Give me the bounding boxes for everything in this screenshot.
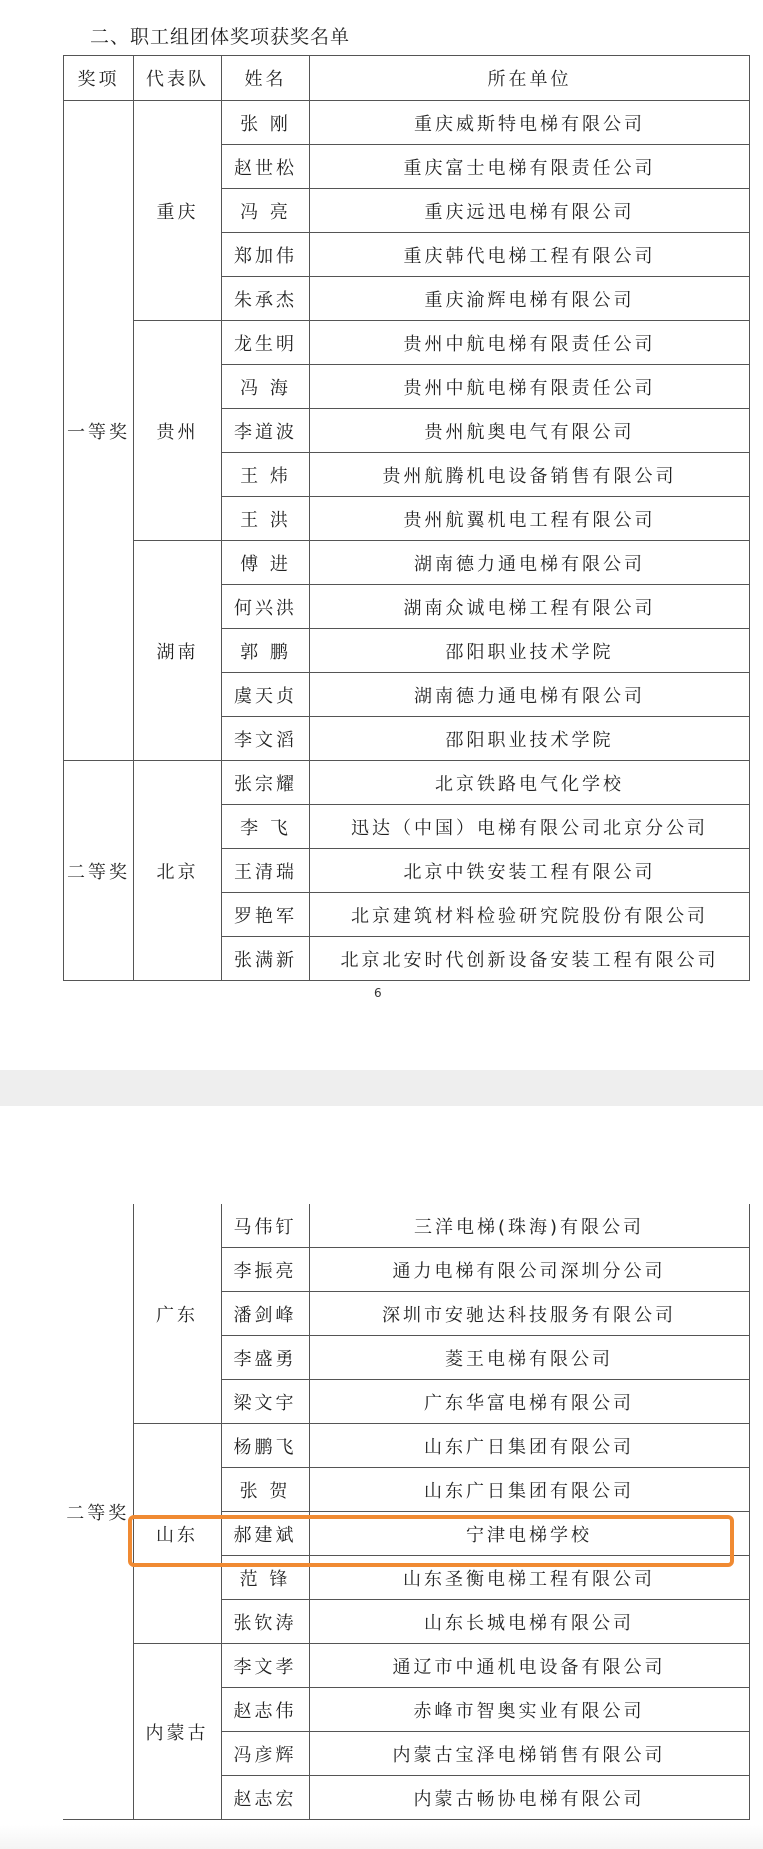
unit-cell: 重庆渝辉电梯有限公司 xyxy=(310,277,750,321)
unit-cell: 湖南德力通电梯有限公司 xyxy=(310,673,750,717)
name-cell: 范 锋 xyxy=(221,1556,309,1600)
name-cell: 张 刚 xyxy=(222,101,310,145)
document-page-2 xyxy=(0,1106,763,1849)
table-row xyxy=(64,541,750,585)
unit-cell: 贵州中航电梯有限责任公司 xyxy=(310,321,750,365)
unit-cell: 山东圣衡电梯工程有限公司 xyxy=(309,1556,749,1600)
team-cell: 贵州 xyxy=(134,321,222,541)
unit-cell: 内蒙古宝泽电梯销售有限公司 xyxy=(309,1732,749,1776)
unit-cell: 北京中铁安装工程有限公司 xyxy=(310,849,750,893)
page-gap xyxy=(0,1070,763,1106)
unit-cell: 重庆韩代电梯工程有限公司 xyxy=(310,233,750,277)
unit-cell: 宁津电梯学校 xyxy=(309,1512,749,1556)
name-cell: 郝建斌 xyxy=(221,1512,309,1556)
unit-cell: 通辽市中通机电设备有限公司 xyxy=(309,1644,749,1688)
unit-cell: 山东广日集团有限公司 xyxy=(309,1468,749,1512)
unit-cell: 邵阳职业技术学院 xyxy=(310,629,750,673)
unit-cell: 深圳市安驰达科技服务有限公司 xyxy=(309,1292,749,1336)
header-name: 姓名 xyxy=(222,56,310,101)
name-cell: 李道波 xyxy=(222,409,310,453)
page-number: 6 xyxy=(374,986,382,1000)
unit-cell: 重庆远迅电梯有限公司 xyxy=(310,189,750,233)
unit-cell: 重庆威斯特电梯有限公司 xyxy=(310,101,750,145)
name-cell: 虞天贞 xyxy=(222,673,310,717)
name-cell: 李振亮 xyxy=(221,1248,309,1292)
awards-table-page-2 xyxy=(63,1204,750,1820)
section-title: 二、职工组团体奖项获奖名单 xyxy=(90,26,351,48)
unit-cell: 赤峰市智奥实业有限公司 xyxy=(309,1688,749,1732)
unit-cell: 山东广日集团有限公司 xyxy=(309,1424,749,1468)
team-cell: 山东 xyxy=(133,1424,221,1644)
unit-cell: 邵阳职业技术学院 xyxy=(310,717,750,761)
unit-cell: 北京铁路电气化学校 xyxy=(310,761,750,805)
bottom-fade xyxy=(0,1825,763,1849)
unit-cell: 山东长城电梯有限公司 xyxy=(309,1600,749,1644)
unit-cell: 三洋电梯(珠海)有限公司 xyxy=(309,1204,749,1248)
name-cell: 张 贺 xyxy=(221,1468,309,1512)
name-cell: 冯 海 xyxy=(222,365,310,409)
unit-cell: 广东华富电梯有限公司 xyxy=(309,1380,749,1424)
name-cell: 李盛勇 xyxy=(221,1336,309,1380)
table-row xyxy=(63,1424,749,1468)
name-cell: 李文孝 xyxy=(221,1644,309,1688)
unit-cell: 内蒙古畅协电梯有限公司 xyxy=(309,1776,749,1820)
table-row xyxy=(63,1204,749,1248)
name-cell: 马伟钉 xyxy=(221,1204,309,1248)
table-row xyxy=(64,101,750,145)
unit-cell: 贵州航腾机电设备销售有限公司 xyxy=(310,453,750,497)
highlight-box xyxy=(128,1515,734,1567)
name-cell: 何兴洪 xyxy=(222,585,310,629)
name-cell: 张宗耀 xyxy=(222,761,310,805)
unit-cell: 重庆富士电梯有限责任公司 xyxy=(310,145,750,189)
name-cell: 杨鹏飞 xyxy=(221,1424,309,1468)
name-cell: 张钦涛 xyxy=(221,1600,309,1644)
name-cell: 冯彦辉 xyxy=(221,1732,309,1776)
team-cell: 湖南 xyxy=(134,541,222,761)
name-cell: 龙生明 xyxy=(222,321,310,365)
name-cell: 梁文宇 xyxy=(221,1380,309,1424)
name-cell: 李文滔 xyxy=(222,717,310,761)
table-row xyxy=(64,321,750,365)
team-cell: 广东 xyxy=(133,1204,221,1424)
unit-cell: 迅达（中国）电梯有限公司北京分公司 xyxy=(310,805,750,849)
award-cell: 二等奖 xyxy=(63,1204,133,1820)
name-cell: 王 洪 xyxy=(222,497,310,541)
team-cell: 重庆 xyxy=(134,101,222,321)
awards-table-page-1 xyxy=(63,55,750,981)
table-header-row xyxy=(64,56,750,101)
unit-cell: 菱王电梯有限公司 xyxy=(309,1336,749,1380)
unit-cell: 通力电梯有限公司深圳分公司 xyxy=(309,1248,749,1292)
header-award: 奖项 xyxy=(64,56,134,101)
name-cell: 潘剑峰 xyxy=(221,1292,309,1336)
unit-cell: 北京建筑材料检验研究院股份有限公司 xyxy=(310,893,750,937)
unit-cell: 北京北安时代创新设备安装工程有限公司 xyxy=(310,937,750,981)
name-cell: 傅 进 xyxy=(222,541,310,585)
name-cell: 赵志伟 xyxy=(221,1688,309,1732)
name-cell: 张满新 xyxy=(222,937,310,981)
table-row xyxy=(63,1644,749,1688)
award-cell: 二等奖 xyxy=(64,761,134,981)
header-unit: 所在单位 xyxy=(310,56,750,101)
name-cell: 冯 亮 xyxy=(222,189,310,233)
unit-cell: 贵州航翼机电工程有限公司 xyxy=(310,497,750,541)
team-cell: 北京 xyxy=(134,761,222,981)
name-cell: 李 飞 xyxy=(222,805,310,849)
name-cell: 朱承杰 xyxy=(222,277,310,321)
table-row xyxy=(64,761,750,805)
name-cell: 赵世松 xyxy=(222,145,310,189)
name-cell: 王 炜 xyxy=(222,453,310,497)
name-cell: 罗艳军 xyxy=(222,893,310,937)
name-cell: 赵志宏 xyxy=(221,1776,309,1820)
team-cell: 内蒙古 xyxy=(133,1644,221,1820)
unit-cell: 湖南众诚电梯工程有限公司 xyxy=(310,585,750,629)
name-cell: 郭 鹏 xyxy=(222,629,310,673)
header-team: 代表队 xyxy=(134,56,222,101)
name-cell: 王清瑞 xyxy=(222,849,310,893)
unit-cell: 贵州航奥电气有限公司 xyxy=(310,409,750,453)
name-cell: 郑加伟 xyxy=(222,233,310,277)
unit-cell: 湖南德力通电梯有限公司 xyxy=(310,541,750,585)
award-cell: 一等奖 xyxy=(64,101,134,761)
unit-cell: 贵州中航电梯有限责任公司 xyxy=(310,365,750,409)
